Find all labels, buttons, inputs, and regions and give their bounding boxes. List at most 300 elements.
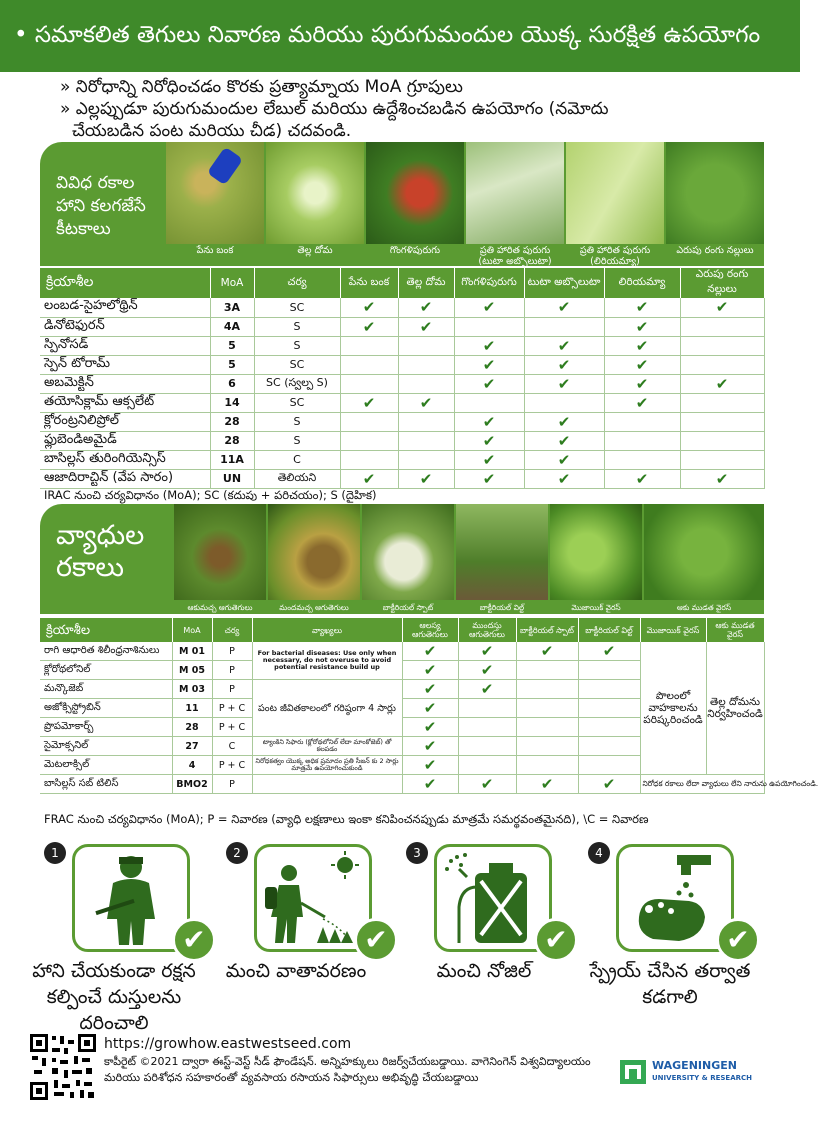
insecticide-table [40, 268, 765, 489]
moa-code: 28 [172, 718, 212, 737]
leaf-curl-virus-photo [644, 504, 764, 614]
table-row [40, 374, 764, 393]
photo-caption: తెల్ల దోమ [266, 244, 364, 266]
step-number: 2 [226, 842, 248, 864]
active-ingredient: బాసిల్లస్ తురింగియెన్సిస్ [40, 450, 210, 469]
target-cell [458, 661, 516, 680]
target-cell [578, 718, 640, 737]
target-cell [458, 718, 516, 737]
action-type: SC [254, 393, 340, 412]
target-cell [454, 450, 524, 469]
check-icon: ✔ [423, 680, 437, 698]
action-type: P [212, 642, 252, 661]
target-cell [340, 431, 398, 450]
check-icon: ✔ [557, 374, 571, 393]
pest-photos [166, 142, 764, 266]
action-type: S [254, 431, 340, 450]
check-icon: ✔ [423, 661, 437, 679]
whitefly-photo [266, 142, 364, 266]
aphid-photo [166, 142, 264, 266]
check-icon: ✔ [419, 393, 433, 412]
check-icon: ✔ [715, 298, 729, 317]
bacterial-spot-photo [362, 504, 454, 614]
check-icon: ✔ [480, 775, 494, 793]
active-ingredient: బాసిల్లస్ సబ్ టిలిస్ [40, 775, 172, 794]
table-row [40, 393, 764, 412]
moa-code: 5 [210, 336, 254, 355]
moa-code: 4A [210, 317, 254, 336]
col-header: ఎరుపు రంగు నల్లులు [680, 268, 764, 298]
moa-code: 11A [210, 450, 254, 469]
target-cell [454, 298, 524, 317]
remark-cell: పంట జీవితకాలంలో గరిష్ఠంగా 4 సార్లు [252, 680, 402, 737]
target-cell [340, 355, 398, 374]
col-header: ఆలస్య ఆగుతెగులు [402, 618, 458, 642]
check-icon: ✔ [354, 918, 398, 962]
active-ingredient: అజోక్సిస్ట్రోబిన్ [40, 699, 172, 718]
check-icon: ✔ [635, 469, 649, 488]
disease-title-line: రకాలు [56, 552, 124, 583]
check-icon: ✔ [362, 298, 376, 317]
photo-caption: మొజాయిక్ వైరస్ [550, 600, 642, 614]
col-header: మొజాయిక్ వైరస్ [640, 618, 706, 642]
target-cell [604, 393, 680, 412]
target-cell [604, 317, 680, 336]
target-cell [604, 412, 680, 431]
table-row [40, 642, 764, 661]
target-cell [604, 431, 680, 450]
check-icon: ✔ [482, 298, 496, 317]
check-icon: ✔ [482, 355, 496, 374]
col-header: క్రియాశీల [40, 618, 172, 642]
check-icon: ✔ [480, 661, 494, 679]
safety-label-1: హాని చేయకుండా రక్షన కల్పించే దుస్తులను దరించాలి [32, 960, 196, 1034]
target-cell [454, 431, 524, 450]
col-header: క్రియాశీల [40, 268, 210, 298]
target-cell [516, 718, 578, 737]
qr-code[interactable] [30, 1034, 96, 1100]
target-cell [524, 393, 604, 412]
table-header-row [40, 268, 764, 298]
moa-code: M 01 [172, 642, 212, 661]
action-type: SC [254, 298, 340, 317]
intro-line: » ఎల్లప్పుడూ పురుగుమందుల లేబుల్ మరియు ఉద్దేశించబడిన ఉపయోగం (నమోదు [60, 99, 609, 119]
photo-caption: బాక్టీరియల్ విల్ట్ [456, 600, 548, 614]
disease-title-line: వ్యాధుల [56, 520, 145, 551]
target-cell [524, 298, 604, 317]
target-cell [454, 412, 524, 431]
photo-caption: ప్రతి హారిత పురుగు (లిరియమ్యా) [566, 244, 664, 266]
spider-mite-photo [666, 142, 764, 266]
col-header: టుటా అబ్సొలుటా [524, 268, 604, 298]
photo-caption: మందమచ్చ ఆగుతెగులు [268, 600, 360, 614]
check-icon: ✔ [419, 298, 433, 317]
target-cell [398, 412, 454, 431]
target-cell [340, 412, 398, 431]
check-icon: ✔ [635, 393, 649, 412]
target-cell [680, 374, 764, 393]
active-ingredient: డినోటెఫురన్ [40, 317, 210, 336]
check-icon: ✔ [480, 642, 494, 660]
moa-code: 27 [172, 737, 212, 756]
target-cell [402, 680, 458, 699]
action-type: P [212, 775, 252, 794]
active-ingredient: అబమెక్టిన్ [40, 374, 210, 393]
col-header: MoA [172, 618, 212, 642]
photo-caption: గొంగళిపురుగు [366, 244, 464, 266]
target-cell [398, 336, 454, 355]
target-cell [398, 393, 454, 412]
target-cell [402, 642, 458, 661]
target-cell [454, 469, 524, 488]
target-cell [398, 431, 454, 450]
target-cell [516, 661, 578, 680]
leafcurl-advice: తెల్ల దోమను నిర్వహించండి [706, 642, 764, 775]
moa-code: 6 [210, 374, 254, 393]
target-cell [454, 393, 524, 412]
col-header: ముందస్తు ఆగుతెగులు [458, 618, 516, 642]
action-type: C [212, 737, 252, 756]
check-icon: ✔ [715, 469, 729, 488]
col-header: బాక్టీరియల్ విల్ట్ [578, 618, 640, 642]
intro-line: » నిరోధాన్ని నిరోధించడం కొరకు ప్రత్యామ్నాయ MoA గ్రూపులు [60, 77, 463, 97]
disease-photos [174, 504, 764, 614]
target-cell [402, 699, 458, 718]
tuta-photo [466, 142, 564, 266]
col-header: చర్య [212, 618, 252, 642]
active-ingredient: సైమోక్సనిల్ [40, 737, 172, 756]
col-header: గొంగళిపురుగు [454, 268, 524, 298]
check-icon: ✔ [557, 431, 571, 450]
active-ingredient: మన్కొజెబ్ [40, 680, 172, 699]
moa-code: 4 [172, 756, 212, 775]
page-title: • సమాకలిత తెగులు నివారణ మరియు పురుగుమందుల యొక్క సురక్షిత ఉపయోగం [0, 0, 800, 72]
target-cell [340, 336, 398, 355]
col-header: పేను బంక [340, 268, 398, 298]
active-ingredient: రాగి ఆధారిత శిలీంధ్రనాశినులు [40, 642, 172, 661]
table-row [40, 412, 764, 431]
check-icon: ✔ [635, 298, 649, 317]
target-cell [516, 737, 578, 756]
target-cell [516, 775, 578, 794]
target-cell [458, 642, 516, 661]
active-ingredient: ప్రొపమోకార్బ్ [40, 718, 172, 737]
remark-cell [252, 775, 402, 794]
check-icon: ✔ [482, 431, 496, 450]
active-ingredient: క్లోరంట్రనిలిప్రోల్ [40, 412, 210, 431]
photo-caption: పేను బంక [166, 244, 264, 266]
target-cell [398, 469, 454, 488]
check-icon: ✔ [362, 393, 376, 412]
pest-title-line: వివిధ రకాల [56, 173, 135, 193]
active-ingredient: ఫ్లుబెండిఅమైడ్ [40, 431, 210, 450]
safety-label-3: మంచి నోజిల్ [436, 960, 532, 982]
action-type: తెలియని [254, 469, 340, 488]
target-cell [340, 469, 398, 488]
target-cell [340, 450, 398, 469]
check-icon: ✔ [482, 469, 496, 488]
check-icon: ✔ [715, 374, 729, 393]
check-icon: ✔ [423, 756, 437, 774]
target-cell [340, 374, 398, 393]
check-icon: ✔ [540, 642, 554, 660]
moa-code: 3A [210, 298, 254, 317]
target-cell [524, 431, 604, 450]
target-cell [680, 469, 764, 488]
check-icon: ✔ [419, 469, 433, 488]
action-type: SC (స్వల్ప S) [254, 374, 340, 393]
check-icon: ✔ [602, 775, 616, 793]
target-cell [578, 737, 640, 756]
target-cell [524, 412, 604, 431]
check-icon: ✔ [557, 412, 571, 431]
photo-caption: ఆకు ముడత వైరస్ [644, 600, 764, 614]
target-cell [454, 374, 524, 393]
target-cell [340, 298, 398, 317]
action-type: P [212, 680, 252, 699]
target-cell [454, 317, 524, 336]
target-cell [402, 661, 458, 680]
action-type: P + C [212, 756, 252, 775]
target-cell [578, 661, 640, 680]
intro-line: చేయబడిన పంట మరియు చీడ) చదవండి. [72, 121, 352, 141]
safety-label-2: మంచి వాతావరణం [225, 960, 367, 982]
table-row [40, 469, 764, 488]
active-ingredient: మెటలాక్సిల్ [40, 756, 172, 775]
intro-text [60, 76, 790, 142]
wur-mark-icon [620, 1060, 646, 1084]
col-header: MoA [210, 268, 254, 298]
check-icon: ✔ [602, 642, 616, 660]
active-ingredient: లంబడ-సైహలోథ్రిన్ [40, 298, 210, 317]
photo-caption: ఎరుపు రంగు నల్లులు [666, 244, 764, 266]
website-link[interactable]: https://growhow.eastwestseed.com [104, 1036, 352, 1052]
target-cell [524, 355, 604, 374]
target-cell [398, 450, 454, 469]
target-cell [680, 317, 764, 336]
target-cell [398, 317, 454, 336]
target-cell [402, 737, 458, 756]
bacterial-wilt-photo [456, 504, 548, 614]
wur-name: WAGENINGEN [652, 1059, 737, 1072]
moa-code: 11 [172, 699, 212, 718]
target-cell [578, 680, 640, 699]
resistant-varieties-note: నిరోధక రకాలు లేదా వ్యాధులు లేని నారును ఉపయోగించండి. [640, 775, 764, 794]
check-icon: ✔ [716, 918, 760, 962]
late-blight-photo [174, 504, 266, 614]
check-icon: ✔ [482, 374, 496, 393]
liriomyza-photo [566, 142, 664, 266]
step-number: 1 [44, 842, 66, 864]
check-icon: ✔ [423, 775, 437, 793]
moa-code: 28 [210, 412, 254, 431]
table-header-row [40, 618, 764, 642]
check-icon: ✔ [482, 336, 496, 355]
mosaic-advice: పొలంలో వాహకాలను పరిష్కరించండి [640, 642, 706, 775]
target-cell [402, 718, 458, 737]
check-icon: ✔ [423, 737, 437, 755]
active-ingredient: తయోసిక్లామ్ ఆక్సలేట్ [40, 393, 210, 412]
target-cell [680, 355, 764, 374]
action-type: P + C [212, 718, 252, 737]
target-cell [398, 374, 454, 393]
irac-note: IRAC నుంచి చర్యవిధానం (MoA); SC (కదుపు + పరిచయం); S (దైహిక) [44, 488, 377, 502]
check-icon: ✔ [423, 699, 437, 717]
active-ingredient: ఆజాదిరాచ్టిన్ (వేప సారం) [40, 469, 210, 488]
check-icon: ✔ [172, 918, 216, 962]
mosaic-virus-photo [550, 504, 642, 614]
check-icon: ✔ [540, 775, 554, 793]
target-cell [516, 680, 578, 699]
col-header: తెల్ల దోమ [398, 268, 454, 298]
check-icon: ✔ [482, 412, 496, 431]
check-icon: ✔ [419, 317, 433, 336]
wageningen-logo [620, 1060, 752, 1084]
moa-code: 5 [210, 355, 254, 374]
check-icon: ✔ [635, 317, 649, 336]
target-cell [516, 756, 578, 775]
moa-code: UN [210, 469, 254, 488]
remark-cell: నిరోధకత్వం యొక్క అధిక ప్రమాదం ప్రతి సీజన్ కు 2 సార్లు మాత్రమే ఉపయోగించుకుండి [252, 756, 402, 775]
pest-banner [40, 142, 764, 266]
target-cell [454, 336, 524, 355]
col-header: బాక్టీరియల్ స్పాట్ [516, 618, 578, 642]
target-cell [454, 355, 524, 374]
col-header: ఆకు ముడత వైరస్ [706, 618, 764, 642]
target-cell [398, 355, 454, 374]
photo-caption: బాక్టీరియల్ స్పాట్ [362, 600, 454, 614]
check-icon: ✔ [480, 680, 494, 698]
step-number: 3 [406, 842, 428, 864]
target-cell [680, 298, 764, 317]
pest-title-line: హాని కలగజేసే [56, 196, 146, 216]
check-icon: ✔ [557, 355, 571, 374]
active-ingredient: క్లోరోథలోనిల్ [40, 661, 172, 680]
target-cell [524, 317, 604, 336]
action-type: SC [254, 355, 340, 374]
check-icon: ✔ [557, 469, 571, 488]
check-icon: ✔ [362, 469, 376, 488]
photo-caption: ఆకుమచ్చ ఆగుతెగులు [174, 600, 266, 614]
target-cell [458, 775, 516, 794]
col-header: వ్యాఖ్యలు [252, 618, 402, 642]
target-cell [524, 374, 604, 393]
target-cell [680, 412, 764, 431]
disease-banner-title [56, 520, 144, 584]
moa-code: M 05 [172, 661, 212, 680]
moa-code: M 03 [172, 680, 212, 699]
wur-subtitle: UNIVERSITY & RESEARCH [652, 1074, 753, 1082]
target-cell [680, 393, 764, 412]
target-cell [680, 431, 764, 450]
target-cell [578, 756, 640, 775]
moa-code: BMO2 [172, 775, 212, 794]
moa-code: 28 [210, 431, 254, 450]
copyright-text: కాపీరైట్ ©2021 ద్వారా ఈస్ట్-వెస్ట్ సీడ్ ఫౌండేషన్. అన్నిహక్కులు రిజర్వ్‌చేయబడ్డాయి. వాగెనింగెన్ విశ్వవిద్యాలయం మరియు పరిశోధన సహకారంతో వ్యవసాయ రసాయన సిఫార్సులు అభివృద్ధి చేయబడ్డాయి [104, 1055, 591, 1084]
target-cell [604, 469, 680, 488]
caterpillar-photo [366, 142, 464, 266]
action-type: S [254, 412, 340, 431]
check-icon: ✔ [534, 918, 578, 962]
safety-label-4: స్ప్రేయ్ చేసిన తర్వాత కడగాలి [589, 960, 751, 1008]
col-header: లిరియమ్యా [604, 268, 680, 298]
step-number: 4 [588, 842, 610, 864]
table-row [40, 431, 764, 450]
target-cell [680, 336, 764, 355]
action-type: C [254, 450, 340, 469]
photo-caption: ప్రతి హారిత పురుగు (టుటా అబ్సొలుటా) [466, 244, 564, 266]
check-icon: ✔ [423, 642, 437, 660]
target-cell [458, 737, 516, 756]
target-cell [402, 775, 458, 794]
table-row [40, 450, 764, 469]
action-type: S [254, 317, 340, 336]
target-cell [516, 642, 578, 661]
target-cell [516, 699, 578, 718]
remark-cell: For bacterial diseases: Use only when necessary, do not overuse to avoid potential resistance build up [252, 642, 402, 680]
target-cell [458, 699, 516, 718]
table-row [40, 317, 764, 336]
active-ingredient: స్పినోసడ్ [40, 336, 210, 355]
target-cell [458, 680, 516, 699]
fungicide-table [40, 618, 818, 794]
target-cell [604, 374, 680, 393]
target-cell [604, 450, 680, 469]
check-icon: ✔ [635, 374, 649, 393]
table-row [40, 336, 764, 355]
check-icon: ✔ [557, 298, 571, 317]
table-row [40, 355, 764, 374]
target-cell [402, 756, 458, 775]
check-icon: ✔ [423, 718, 437, 736]
target-cell [604, 355, 680, 374]
target-cell [458, 756, 516, 775]
col-header: చర్య [254, 268, 340, 298]
pest-banner-title [56, 172, 146, 241]
disease-banner [40, 504, 764, 614]
target-cell [680, 450, 764, 469]
check-icon: ✔ [635, 336, 649, 355]
table-row [40, 775, 764, 794]
pest-title-line: కీటకాలు [56, 219, 111, 239]
target-cell [578, 775, 640, 794]
check-icon: ✔ [482, 450, 496, 469]
target-cell [524, 450, 604, 469]
action-type: S [254, 336, 340, 355]
target-cell [578, 642, 640, 661]
early-blight-photo [268, 504, 360, 614]
check-icon: ✔ [362, 317, 376, 336]
frac-note: FRAC నుంచి చర్యవిధానం (MoA); P = నివారణ (వ్యాధి లక్షణాలు ఇంకా కనిపించనప్పుడు మాత్రమే సమర్థవంతమైనది), \C = నివారణ [44, 812, 649, 826]
target-cell [604, 336, 680, 355]
target-cell [578, 699, 640, 718]
target-cell [398, 298, 454, 317]
remark-cell: ట్యాంకిని సిఫారు (క్లోరోథలోనిల్ లేదా మాంకోజెబ్) తో కలపడం [252, 737, 402, 756]
active-ingredient: స్పెన్ టోరామ్ [40, 355, 210, 374]
action-type: P [212, 661, 252, 680]
target-cell [524, 336, 604, 355]
check-icon: ✔ [557, 450, 571, 469]
check-icon: ✔ [557, 336, 571, 355]
target-cell [340, 317, 398, 336]
moa-code: 14 [210, 393, 254, 412]
target-cell [340, 393, 398, 412]
table-row [40, 298, 764, 317]
check-icon: ✔ [635, 355, 649, 374]
target-cell [524, 469, 604, 488]
action-type: P + C [212, 699, 252, 718]
target-cell [604, 298, 680, 317]
